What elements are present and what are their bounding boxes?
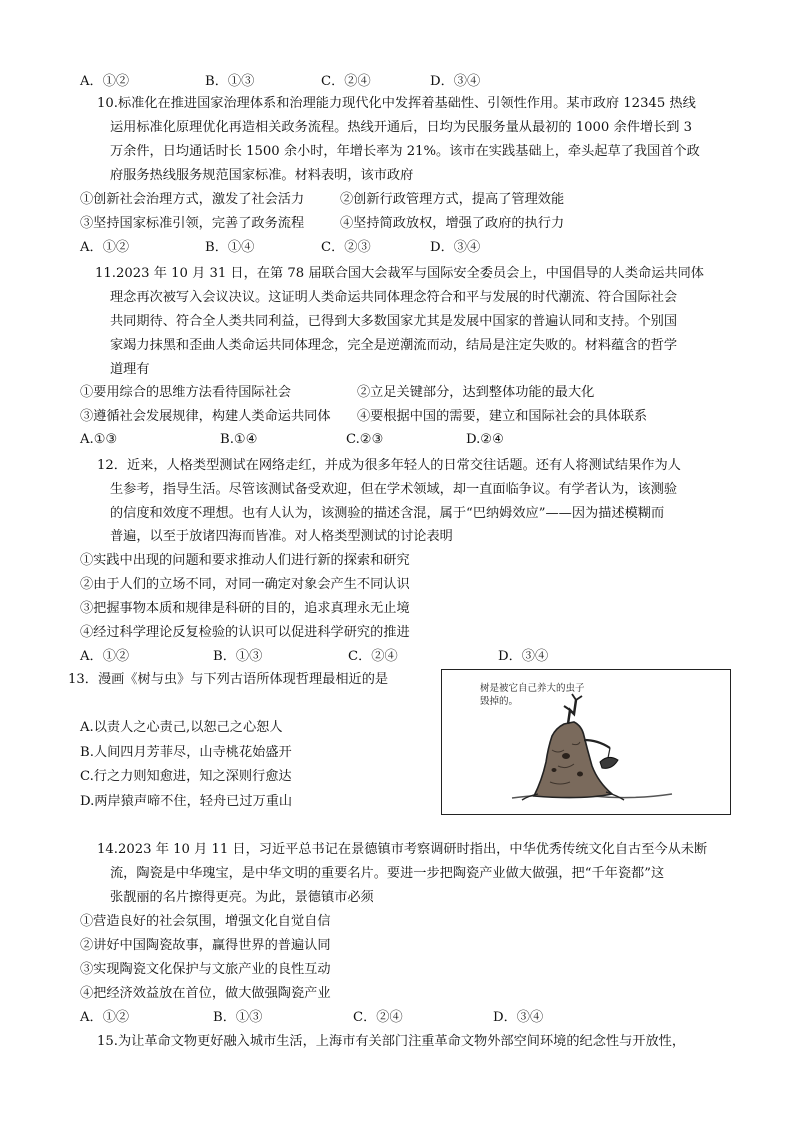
q13-option-b: B.人间四月芳菲尽，山寺桃花始盛开 (80, 745, 292, 760)
q12-item-3: ③把握事物本质和规律是科研的目的，追求真理永无止境 (80, 601, 410, 616)
q15-stem-line: 15.为让革命文物更好融入城市生活，上海市有关部门注重革命文物外部空间环境的纪念性与开放性， (97, 1034, 686, 1049)
q11-stem-line: 家竭力抹黑和歪曲人类命运共同体理念，完全是逆潮流而动，结局是注定失败的。材料蕴含的哲学 (110, 338, 678, 353)
q11-item-3: ③遵循社会发展规律，构建人类命运共同体 (80, 409, 331, 424)
q14-option-d: D．③④ (493, 1010, 544, 1025)
q14-item-2: ②讲好中国陶瓷故事，赢得世界的普遍认同 (80, 938, 331, 953)
q12-stem-line: 的信度和效度不理想。也有人认为，该测验的描述含混，属于“巴纳姆效应”——因为描述模糊而 (110, 506, 665, 521)
q10-item-3: ③坚持国家标准引领，完善了政务流程 (80, 216, 305, 231)
q13-stem: 13．漫画《树与虫》与下列古语所体现哲理最相近的是 (68, 672, 389, 687)
q12-stem-line: 12．近来，人格类型测试在网络走红，并成为很多年轻人的日常交往话题。还有人将测试结果作为人 (97, 458, 681, 473)
q11-item-2: ②立足关键部分，达到整体功能的最大化 (357, 385, 595, 400)
q14-stem-line: 流，陶瓷是中华瑰宝，是中华文明的重要名片。要进一步把陶瓷产业做大做强，把“千年瓷都”这 (110, 866, 665, 881)
q12-item-1: ①实践中出现的问题和要求推动人们进行新的探索和研究 (80, 553, 410, 568)
q14-stem-line: 14.2023 年 10 月 11 日，习近平总书记在景德镇市考察调研时指出，中华优秀传统文化自古至今从未断 (97, 842, 708, 857)
q13-option-c: C.行之力则知愈进，知之深则行愈达 (80, 769, 292, 784)
cartoon-caption-line: 毁掉的。 (480, 696, 519, 707)
q9-option-a: A．①② (80, 74, 130, 89)
q11-option-c: C.②③ (346, 432, 384, 447)
q10-item-4: ④坚持简政放权，增强了政府的执行力 (340, 216, 565, 231)
q14-option-a: A．①② (80, 1010, 130, 1025)
q11-option-b: B.①④ (220, 432, 258, 447)
q11-item-4: ④要根据中国的需要，建立和国际社会的具体联系 (357, 409, 648, 424)
q10-stem-line: 万余件，日均通话时长 1500 余小时，年增长率为 21%。该市在实践基础上，牵头起草了我国首个政 (110, 144, 700, 159)
q11-option-d: D.②④ (466, 432, 504, 447)
q11-stem-line: 理念再次被写入会议决议。这证明人类命运共同体理念符合和平与发展的时代潮流、符合国际社会 (110, 290, 678, 305)
q9-option-c: C．②④ (321, 74, 371, 89)
q12-option-b: B．①③ (213, 649, 263, 664)
q14-stem-line: 张靓丽的名片擦得更亮。为此，景德镇市必须 (110, 890, 374, 905)
q12-item-2: ②由于人们的立场不同，对同一确定对象会产生不同认识 (80, 577, 410, 592)
q11-stem-line: 11.2023 年 10 月 31 日，在第 78 届联合国大会裁军与国际安全委员会上，中国倡导的人类命运共同体 (95, 266, 704, 281)
q14-item-4: ④把经济效益放在首位，做大做强陶瓷产业 (80, 986, 331, 1001)
q11-option-a: A.①③ (80, 432, 118, 447)
q12-item-4: ④经过科学理论反复检验的认识可以促进科学研究的推进 (80, 625, 410, 640)
q11-stem-line: 道理有 (110, 362, 150, 377)
q12-option-d: D．③④ (498, 649, 549, 664)
q14-option-c: C．②④ (353, 1010, 403, 1025)
q14-item-1: ①营造良好的社会氛围，增强文化自觉自信 (80, 914, 331, 929)
q12-option-c: C．②④ (348, 649, 398, 664)
tree-and-bug-cartoon (441, 669, 731, 815)
q13-option-a: A.以责人之心责己,以恕己之心恕人 (80, 720, 283, 735)
q10-option-c: C．②③ (321, 240, 371, 255)
q11-stem-line: 共同期待、符合全人类共同利益，已得到大多数国家尤其是发展中国家的普遍认同和支持。个别国 (110, 314, 678, 329)
q13-option-d: D.两岸猿声啼不住，轻舟已过万重山 (80, 794, 293, 809)
q14-item-3: ③实现陶瓷文化保护与文旅产业的良性互动 (80, 962, 331, 977)
q10-stem-line: 运用标准化原理优化再造相关政务流程。热线开通后，日均为民服务量从最初的 1000 余件增长到 3 (110, 120, 693, 135)
q11-item-1: ①要用综合的思维方法看待国际社会 (80, 385, 291, 400)
q9-options (80, 72, 560, 92)
cartoon-caption (480, 682, 585, 708)
q10-stem-line: 府服务热线服务规范国家标准。材料表明，该市政府 (110, 168, 414, 183)
cartoon-caption-line: 树是被它自己养大的虫子 (480, 683, 585, 694)
q12-stem-line: 生参考，指导生活。尽管该测试备受欢迎，但在学术领域，却一直面临争议。有学者认为，该测验 (110, 482, 678, 497)
q9-option-b: B．①③ (205, 74, 255, 89)
q11-options (80, 430, 560, 450)
q10-options (80, 238, 560, 258)
q14-option-b: B．①③ (213, 1010, 263, 1025)
q10-option-b: B．①④ (205, 240, 255, 255)
q12-stem-line: 普遍，以至于放诸四海而皆准。对人格类型测试的讨论表明 (110, 529, 453, 544)
q14-options (80, 1008, 560, 1028)
q10-option-a: A．①② (80, 240, 130, 255)
q10-item-2: ②创新行政管理方式，提高了管理效能 (340, 192, 565, 207)
q12-options (80, 647, 560, 667)
q12-option-a: A．①② (80, 649, 130, 664)
q10-stem-line: 10.标准化在推进国家治理体系和治理能力现代化中发挥着基础性、引领性作用。某市政府 12345 热线 (97, 96, 696, 111)
q10-item-1: ①创新社会治理方式，激发了社会活力 (80, 192, 305, 207)
q9-option-d: D．③④ (430, 74, 481, 89)
q10-option-d: D．③④ (430, 240, 481, 255)
